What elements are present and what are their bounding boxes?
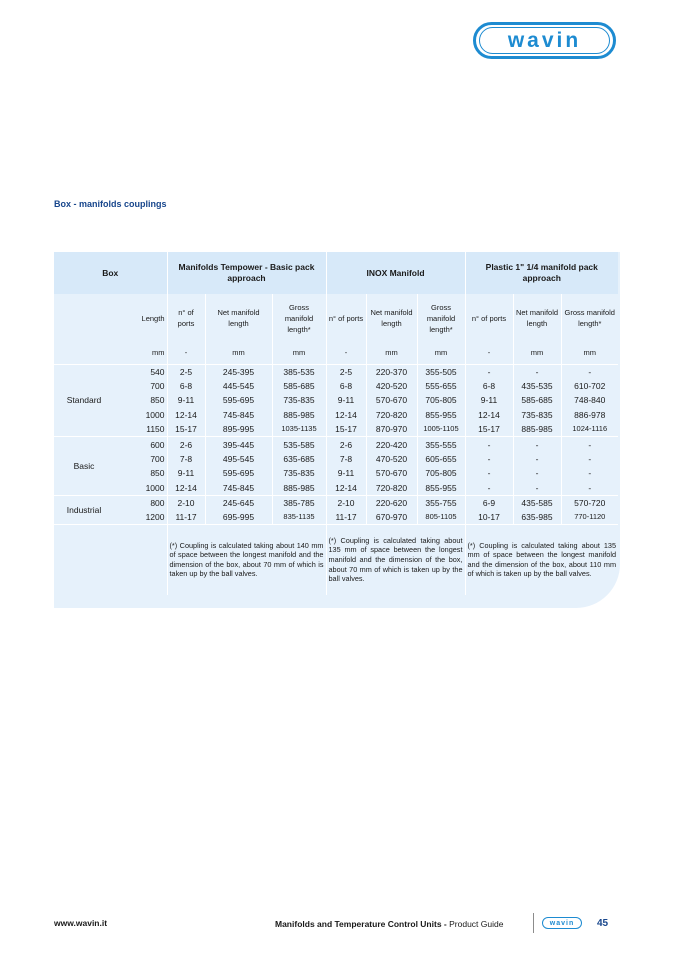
table-cell: 6-8 — [167, 379, 205, 394]
header-inox: INOX Manifold — [326, 252, 465, 294]
wavin-logo — [473, 22, 616, 59]
table-cell: 7-8 — [326, 452, 366, 467]
table-cell: 885-985 — [272, 481, 326, 496]
table-cell: - — [513, 481, 561, 496]
table-cell: 435-535 — [513, 379, 561, 394]
table-units-row — [54, 342, 618, 364]
table-cell: 355-505 — [417, 364, 465, 379]
table-cell: 595-695 — [205, 393, 272, 408]
table-cell: 570-670 — [366, 466, 417, 481]
table-cell: - — [465, 452, 513, 467]
table-cell: 7-8 — [167, 452, 205, 467]
table-cell: - — [513, 452, 561, 467]
unit-label: mm — [114, 342, 167, 364]
table-cell: 9-11 — [167, 393, 205, 408]
table-cell: 11-17 — [167, 510, 205, 525]
table-cell: 695-995 — [205, 510, 272, 525]
table-cell: 2-6 — [326, 437, 366, 452]
table-cell: 220-370 — [366, 364, 417, 379]
table-cell: 15-17 — [326, 422, 366, 437]
subheader-gross-length: Gross manifold length* — [272, 294, 326, 342]
table-cell: 735-835 — [272, 466, 326, 481]
table-row — [54, 422, 618, 437]
table-subheader-row — [54, 294, 618, 342]
table-cell: 11-17 — [326, 510, 366, 525]
unit-label: - — [465, 342, 513, 364]
page-number: 45 — [597, 918, 609, 929]
table-cell: 12-14 — [465, 408, 513, 423]
table-cell: - — [465, 437, 513, 452]
group-label-standard: Standard — [54, 364, 114, 437]
table-cell: 745-845 — [205, 481, 272, 496]
table-row — [54, 452, 618, 467]
table-cell: 1200 — [114, 510, 167, 525]
table-cell: 445-545 — [205, 379, 272, 394]
unit-label: mm — [417, 342, 465, 364]
table-cell: - — [465, 364, 513, 379]
table-cell: 1150 — [114, 422, 167, 437]
unit-label: - — [326, 342, 366, 364]
table-cell: 6-8 — [326, 379, 366, 394]
table-cell: 886-978 — [561, 408, 618, 423]
header-box: Box — [102, 267, 119, 278]
table-cell: 885-985 — [272, 408, 326, 423]
table-cell: - — [465, 466, 513, 481]
table-cell: 555-655 — [417, 379, 465, 394]
table-cell: 600 — [150, 439, 165, 450]
table-header-row — [54, 252, 618, 294]
table-cell: 1035-1135 — [272, 422, 326, 437]
table-cell: 220-420 — [366, 437, 417, 452]
table-cell: 2-10 — [167, 495, 205, 510]
table-cell: 6-8 — [465, 379, 513, 394]
subheader-net-length: Net manifold length — [513, 294, 561, 342]
table-cell: 850 — [150, 395, 165, 406]
table-cell: 1005-1105 — [417, 422, 465, 437]
subheader-net-length: Net manifold length — [366, 294, 417, 342]
table-row — [54, 466, 618, 481]
table-cell: 595-695 — [205, 466, 272, 481]
subheader-ports: n° of ports — [167, 294, 205, 342]
table-cell: 495-545 — [205, 452, 272, 467]
table-cell: 420-520 — [366, 379, 417, 394]
subheader-length: Length — [141, 313, 165, 323]
box-manifold-couplings-table — [54, 252, 618, 595]
note-plastic: (*) Coupling is calculated taking about 135 mm of space between the longest manifold and the dimension of the box, about 110 mm of which is taken up by the ball valves. — [465, 525, 618, 595]
header-tempower: Manifolds Tempower - Basic pack approach — [167, 252, 326, 294]
table-cell: 9-11 — [167, 466, 205, 481]
subheader-ports: n° of ports — [465, 294, 513, 342]
table-cell: 9-11 — [326, 466, 366, 481]
table-cell: - — [561, 452, 618, 467]
table-cell: 745-845 — [205, 408, 272, 423]
subheader-gross-length: Gross manifold length* — [561, 294, 618, 342]
header-plastic: Plastic 1" 1/4 manifold pack approach — [465, 252, 618, 294]
table-cell: 855-955 — [417, 408, 465, 423]
table-cell: 245-645 — [205, 495, 272, 510]
table-cell: 800 — [150, 497, 165, 508]
table-cell: 12-14 — [326, 408, 366, 423]
table-cell: 9-11 — [465, 393, 513, 408]
table-cell: 12-14 — [167, 481, 205, 496]
table-cell: 9-11 — [326, 393, 366, 408]
wavin-logo-text: wavin — [479, 27, 610, 54]
table-row — [54, 495, 618, 510]
table-cell: 1000 — [145, 410, 165, 421]
table-row — [54, 364, 618, 379]
table-cell: - — [561, 466, 618, 481]
table-cell: 570-720 — [561, 495, 618, 510]
group-label-basic: Basic — [54, 437, 114, 495]
unit-label: mm — [513, 342, 561, 364]
table-cell: 470-520 — [366, 452, 417, 467]
table-row — [54, 437, 618, 452]
table-row — [54, 481, 618, 496]
footer-wavin-logo: wavin — [542, 917, 582, 929]
table-cell: 720-820 — [366, 408, 417, 423]
table-cell: 355-755 — [417, 495, 465, 510]
table-row — [54, 379, 618, 394]
table-cell: 6-9 — [465, 495, 513, 510]
table-cell: 850 — [150, 468, 165, 479]
table-cell: 705-805 — [417, 393, 465, 408]
table-row — [54, 393, 618, 408]
table-cell: - — [513, 437, 561, 452]
table-cell: 895-995 — [205, 422, 272, 437]
table-cell: 570-670 — [366, 393, 417, 408]
table-cell: 2-5 — [326, 364, 366, 379]
table-cell: 1024-1116 — [561, 422, 618, 437]
footer-guide-title: Manifolds and Temperature Control Units - Product Guide — [275, 919, 504, 929]
table-cell: 535-585 — [272, 437, 326, 452]
table-cell: - — [561, 364, 618, 379]
table-cell: 770-1120 — [561, 510, 618, 525]
table-notes-row — [54, 525, 618, 595]
table-cell: 540 — [150, 366, 165, 377]
table-cell: 1000 — [114, 481, 167, 496]
footer-divider — [533, 913, 534, 933]
table-cell: - — [561, 437, 618, 452]
table-cell: 670-970 — [366, 510, 417, 525]
section-title: Box - manifolds couplings — [54, 199, 167, 209]
table-cell: 735-835 — [272, 393, 326, 408]
table-cell: 835-1135 — [272, 510, 326, 525]
note-tempower: (*) Coupling is calculated taking about 140 mm of space between the longest manifold and the dimension of the box, about 70 mm of which is taken up by the ball valves. — [167, 525, 326, 595]
table-cell: 15-17 — [167, 422, 205, 437]
table-cell: 220-620 — [366, 495, 417, 510]
table-cell: 720-820 — [366, 481, 417, 496]
table-cell: 245-395 — [205, 364, 272, 379]
unit-label: mm — [272, 342, 326, 364]
group-label-industrial: Industrial — [54, 495, 114, 524]
table-cell: 385-535 — [272, 364, 326, 379]
table-cell: - — [465, 481, 513, 496]
table-cell: 705-805 — [417, 466, 465, 481]
table-row — [54, 510, 618, 525]
table-cell: 10-17 — [465, 510, 513, 525]
table-cell: - — [513, 466, 561, 481]
table-cell: 585-685 — [513, 393, 561, 408]
table-cell: 855-955 — [417, 481, 465, 496]
table-cell: 735-835 — [513, 408, 561, 423]
note-inox: (*) Coupling is calculated taking about 135 mm of space between the longest manifold and the dimension of the box, about 70 mm of which is taken up by the ball valves. — [326, 525, 465, 595]
table-cell: 435-585 — [513, 495, 561, 510]
table-cell: 610-702 — [561, 379, 618, 394]
table-cell: 12-14 — [326, 481, 366, 496]
table-cell: 395-445 — [205, 437, 272, 452]
table-cell: 385-785 — [272, 495, 326, 510]
table-cell: 635-985 — [513, 510, 561, 525]
table-cell: 885-985 — [513, 422, 561, 437]
table-cell: 12-14 — [167, 408, 205, 423]
table-cell: 805-1105 — [417, 510, 465, 525]
table-cell: 635-685 — [272, 452, 326, 467]
unit-label: mm — [366, 342, 417, 364]
table-cell: 2-5 — [167, 364, 205, 379]
table-cell: 700 — [150, 380, 165, 391]
table-cell: 585-685 — [272, 379, 326, 394]
unit-label: mm — [561, 342, 618, 364]
subheader-gross-length: Gross manifold length* — [417, 294, 465, 342]
table-cell: 605-655 — [417, 452, 465, 467]
table-cell: 15-17 — [465, 422, 513, 437]
footer-website: www.wavin.it — [54, 918, 108, 928]
unit-label: - — [167, 342, 205, 364]
table-row — [54, 408, 618, 423]
subheader-ports: n° of ports — [326, 294, 366, 342]
table-cell: 748-840 — [561, 393, 618, 408]
table-cell: 2-10 — [326, 495, 366, 510]
unit-label: mm — [205, 342, 272, 364]
table-cell: 2-6 — [167, 437, 205, 452]
table-cell: 355-555 — [417, 437, 465, 452]
subheader-net-length: Net manifold length — [205, 294, 272, 342]
table-cell: 700 — [150, 453, 165, 464]
table-cell: 870-970 — [366, 422, 417, 437]
table-body — [54, 364, 618, 525]
table-cell: - — [561, 481, 618, 496]
table-cell: - — [513, 364, 561, 379]
